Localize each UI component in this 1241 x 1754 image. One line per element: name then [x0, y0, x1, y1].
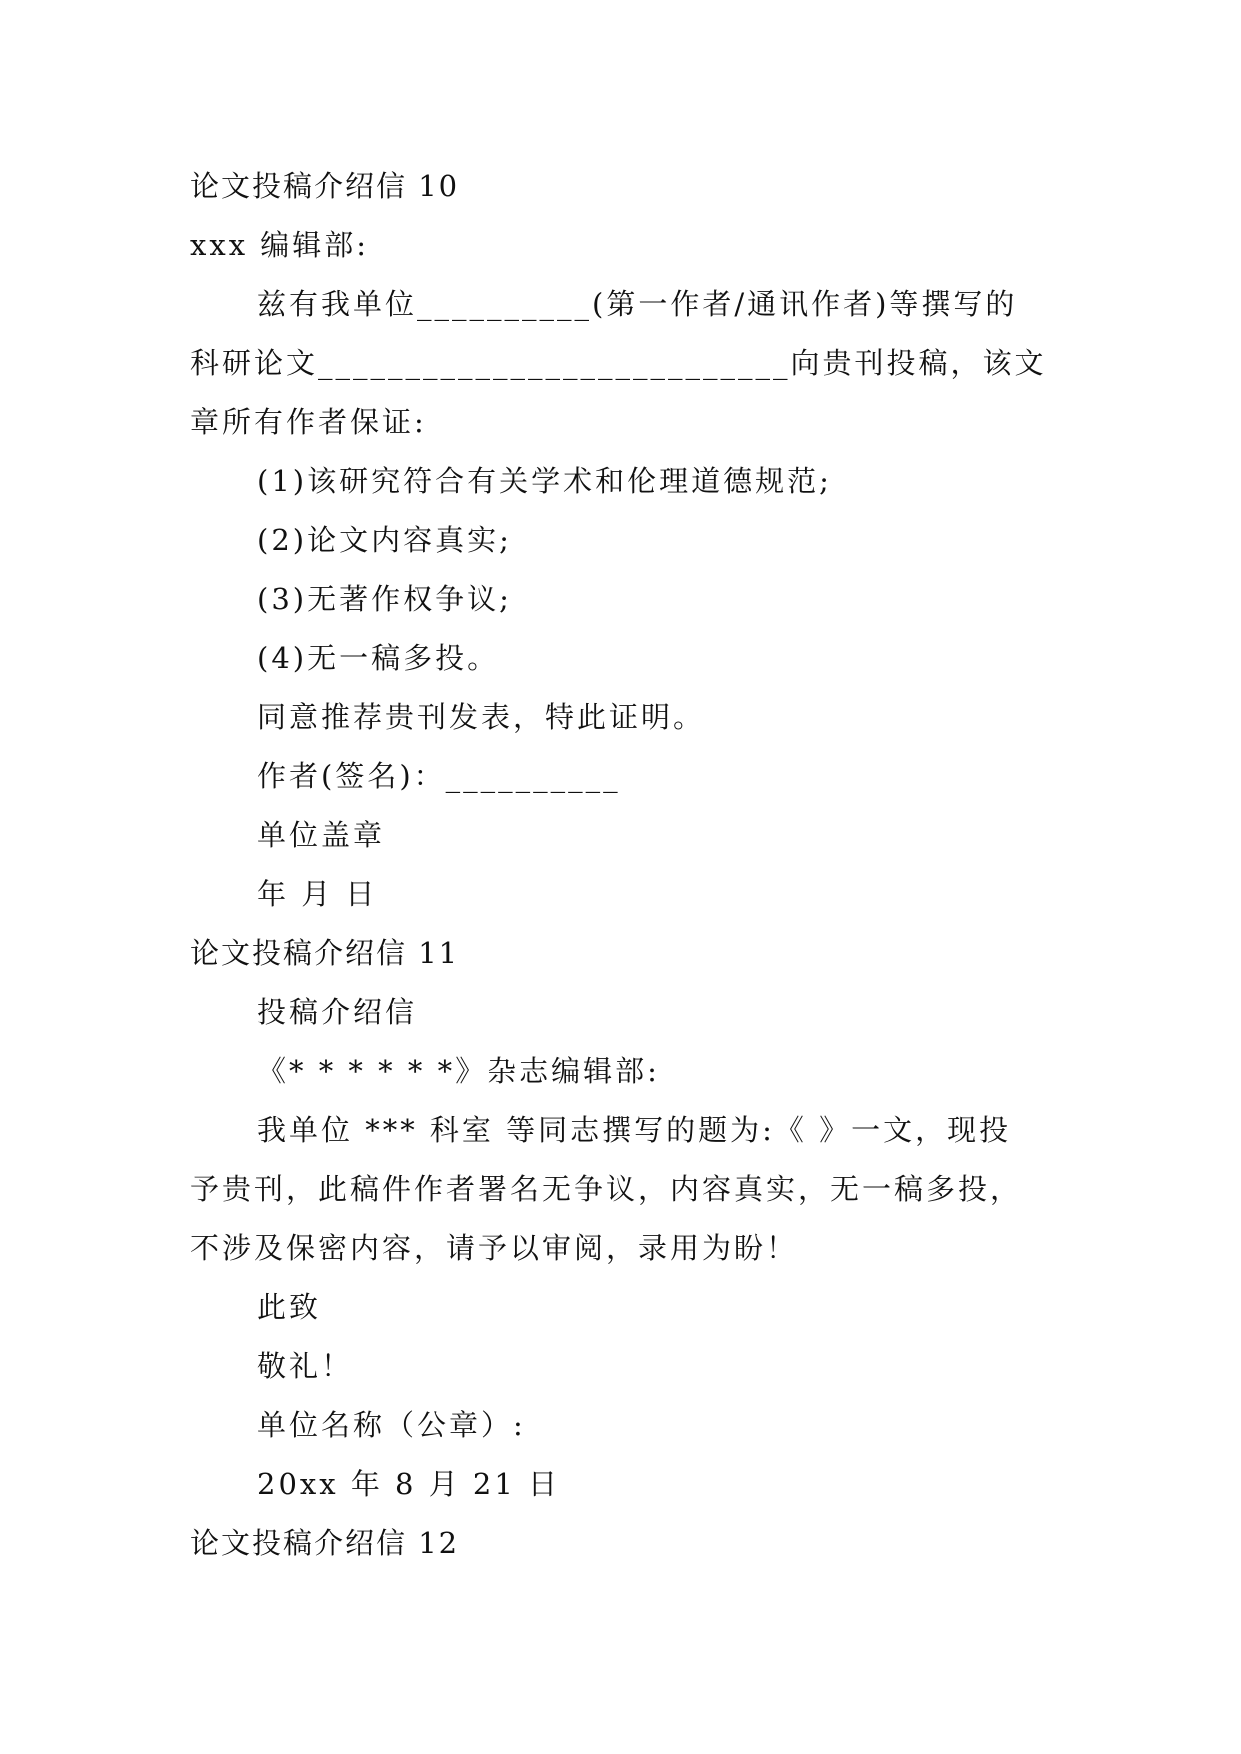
letter-11-body-line: 我单位 *** 科室 等同志撰写的题为:《 》一文，现投: [257, 1113, 1012, 1147]
letter-10-body-line: 章所有作者保证:: [190, 405, 427, 439]
letter-12-title: 论文投稿介绍信 12: [190, 1526, 460, 1560]
letter-10-recommendation: 同意推荐贵刊发表，特此证明。: [257, 700, 706, 734]
letter-11-date-line: 20xx 年 8 月 21 日: [257, 1467, 561, 1501]
letter-10-guarantee-item: (2)论文内容真实;: [257, 523, 512, 557]
letter-10-title: 论文投稿介绍信 10: [190, 169, 460, 203]
letter-11-title: 论文投稿介绍信 11: [190, 936, 460, 970]
letter-10-guarantee-item: (1)该研究符合有关学术和伦理道德规范;: [257, 464, 832, 498]
letter-10-salutation: xxx 编辑部:: [190, 228, 370, 262]
letter-11-body-line: 予贵刊，此稿件作者署名无争议，内容真实，无一稿多投，: [190, 1172, 1023, 1206]
letter-11-body-line: 不涉及保密内容，请予以审阅，录用为盼！: [190, 1231, 799, 1265]
letter-11-closing: 敬礼！: [257, 1349, 354, 1383]
letter-10-date-line: 年 月 日: [257, 877, 378, 911]
letter-11-salutation: 《* * * * * *》杂志编辑部:: [257, 1054, 660, 1088]
letter-11-closing: 此致: [257, 1290, 322, 1324]
letter-10-body-line: 科研论文___________________________向贵刊投稿，该文: [190, 346, 1047, 380]
letter-10-guarantee-item: (3)无著作权争议;: [257, 582, 512, 616]
letter-11-unit-name-line: 单位名称（公章）:: [257, 1408, 526, 1442]
letter-10-signature-line: 作者(签名)：__________: [257, 759, 621, 793]
letter-11-heading: 投稿介绍信: [257, 995, 418, 1029]
letter-10-guarantee-item: (4)无一稿多投。: [257, 641, 500, 675]
letter-10-seal-line: 单位盖章: [257, 818, 386, 852]
letter-10-body-line: 兹有我单位__________(第一作者/通讯作者)等撰写的: [257, 287, 1018, 321]
